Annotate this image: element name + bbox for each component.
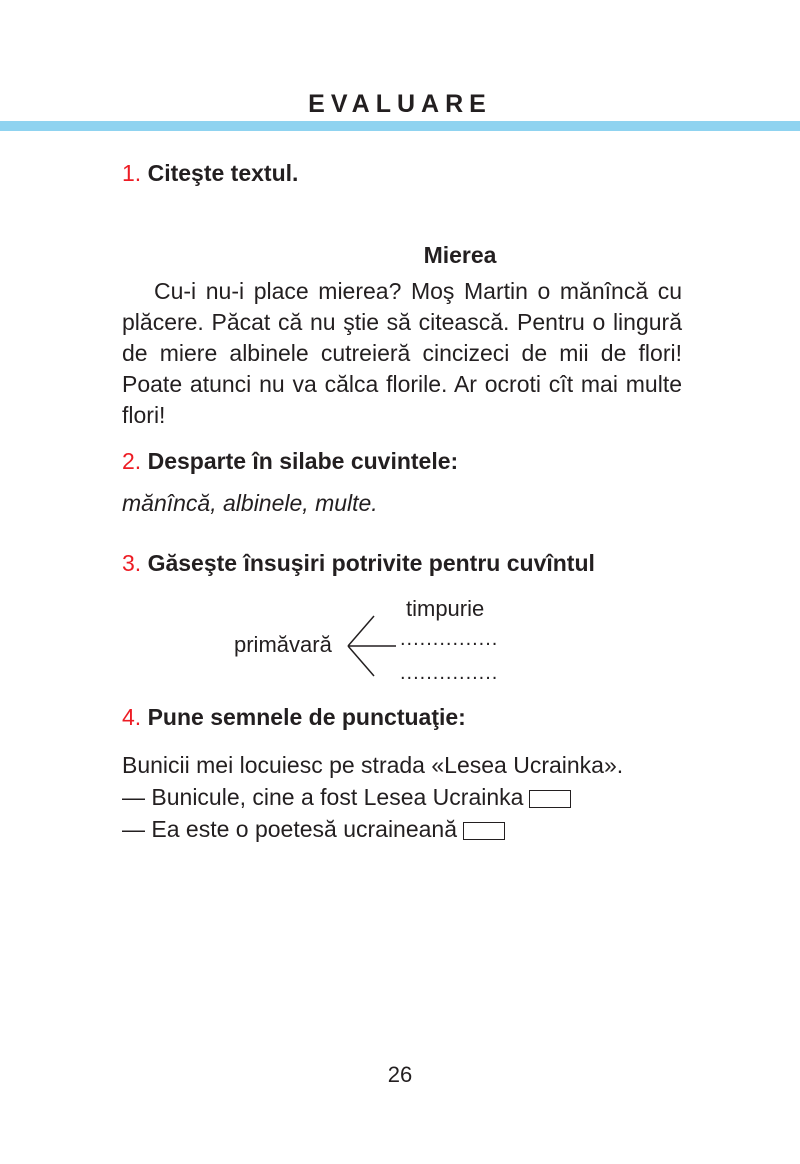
scheme-property: timpurie xyxy=(406,596,485,621)
task-4 xyxy=(122,704,466,731)
task-label: Citeşte textul. xyxy=(147,160,299,186)
task-label: Desparte în silabe cuvintele: xyxy=(147,448,459,474)
punctuation-line xyxy=(122,816,505,843)
punctuation-line xyxy=(122,752,623,779)
task-1 xyxy=(122,160,298,187)
punctuation-text: Bunicii mei locuiesc pe strada «Lesea Ucrainka». xyxy=(122,752,624,778)
page-title: EVALUARE xyxy=(308,90,492,118)
syllable-words: mănîncă, albinele, multe. xyxy=(122,490,378,516)
task-label: Pune semnele de punctuaţie: xyxy=(147,704,466,730)
task-3 xyxy=(122,550,595,577)
task-number: 4. xyxy=(122,704,142,730)
reading-body: Cu-i nu-i place mierea? Moş Martin o mănîncă cu plăcere. Păcat că nu ştie să citească. Pentru o lingură de miere albinele cutreieră cincizeci de mii de flori! Poate atunci nu va călca florile. Ar ocroti cît mai multe flori! xyxy=(122,278,682,428)
scheme-word: primăvară xyxy=(234,632,332,657)
scheme-blank[interactable]: ............... xyxy=(400,662,499,684)
answer-box[interactable] xyxy=(529,790,571,808)
task-number: 1. xyxy=(122,160,142,186)
page-number: 26 xyxy=(387,1062,413,1087)
task-number: 2. xyxy=(122,448,142,474)
punctuation-line xyxy=(122,784,571,811)
answer-box[interactable] xyxy=(463,822,505,840)
punctuation-text: — Bunicule, cine a fost Lesea Ucrainka xyxy=(122,784,524,810)
task-label: Găseşte însuşiri potrivite pentru cuvîntul xyxy=(147,550,595,576)
scheme-blank[interactable]: ............... xyxy=(400,628,499,650)
task-2 xyxy=(122,448,458,475)
property-scheme xyxy=(234,596,554,692)
branch-lines-icon xyxy=(344,610,400,682)
reading-title: Mierea xyxy=(423,242,497,268)
header-divider-bar xyxy=(0,121,800,131)
punctuation-text: — Ea este o poetesă ucraineană xyxy=(122,816,458,842)
task-number: 3. xyxy=(122,550,142,576)
